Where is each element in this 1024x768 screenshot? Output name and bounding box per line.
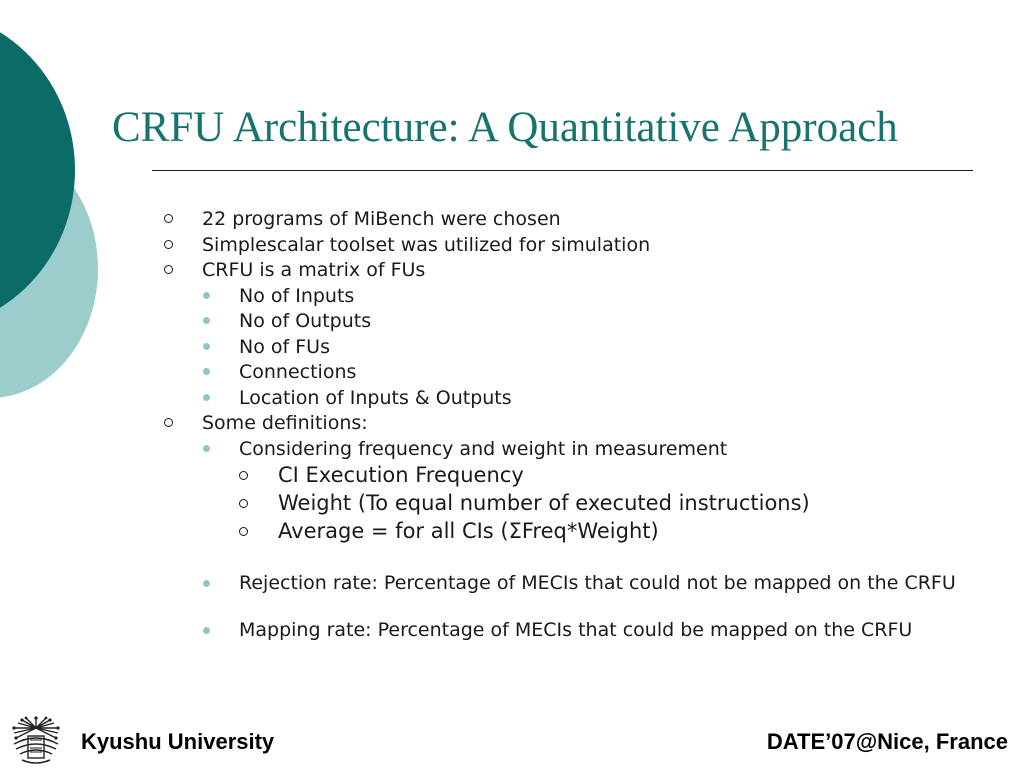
filled-dot-bullet-icon [203,580,210,587]
footer-institution: Kyushu University [81,729,275,754]
filled-dot-bullet-icon [203,368,210,375]
hollow-circle-bullet-icon [164,214,173,223]
hollow-circle-bullet-icon [239,499,248,508]
bullet-text: Weight (To equal number of executed instructions) [278,491,810,515]
bullet-text: Mapping rate: Percentage of MECIs that could be mapped on the CRFU [239,619,913,641]
hollow-circle-bullet-icon [164,240,173,249]
kyushu-university-crest-icon [8,714,64,766]
footer-conference: DATE’07@Nice, France [766,729,1008,754]
bullet-text: Rejection rate: Percentage of MECIs that could not be mapped on the CRFU [239,572,956,594]
bullet-text: Connections [239,361,357,383]
bullet-text: Average = for all CIs (ΣFreq*Weight) [278,519,659,543]
bullet-text: Simplescalar toolset was utilized for simulation [202,234,651,256]
hollow-circle-bullet-icon [164,418,173,427]
filled-dot-bullet-icon [203,394,210,401]
slide-title: CRFU Architecture: A Quantitative Approach [112,104,898,151]
bullet-text: Location of Inputs & Outputs [239,387,512,409]
bullet-text: CI Execution Frequency [278,463,524,487]
filled-dot-bullet-icon [203,445,210,452]
bullet-text: No of Inputs [239,285,355,307]
bullet-text: Considering frequency and weight in measurement [239,438,728,460]
bullet-text: No of FUs [239,336,330,358]
filled-dot-bullet-icon [203,292,210,299]
hollow-circle-bullet-icon [164,265,173,274]
filled-dot-bullet-icon [203,627,210,634]
bullet-text: CRFU is a matrix of FUs [202,259,426,281]
hollow-circle-bullet-icon [239,471,248,480]
hollow-circle-bullet-icon [239,527,248,536]
bullet-text: No of Outputs [239,310,372,332]
filled-dot-bullet-icon [203,317,210,324]
bullet-text: 22 programs of MiBench were chosen [202,208,561,230]
filled-dot-bullet-icon [203,343,210,350]
bullet-text: Some definitions: [202,412,368,434]
